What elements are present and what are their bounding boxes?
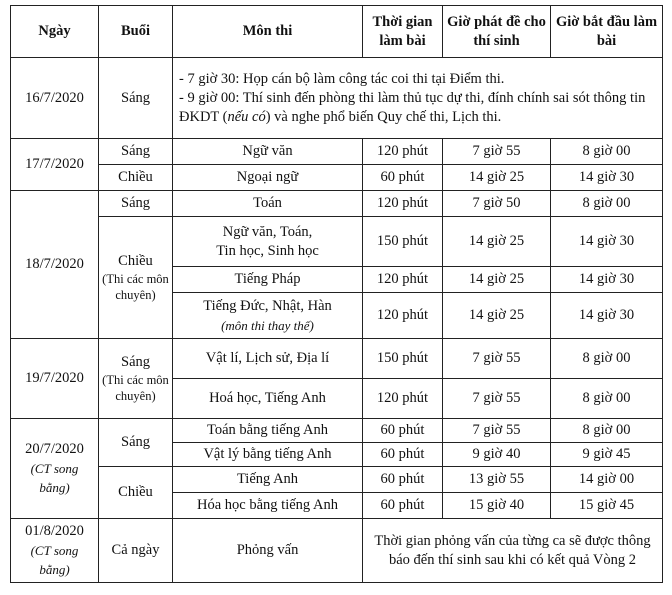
duration-cell: 120 phút [363, 191, 443, 217]
session-cell: Chiều (Thi các môn chuyên) [99, 217, 173, 339]
paper-time-cell: 7 giờ 55 [443, 339, 551, 379]
duration-cell: 60 phút [363, 443, 443, 467]
header-duration: Thời gian làm bài [363, 6, 443, 58]
subject-cell: Ngoại ngữ [173, 165, 363, 191]
date-note: (CT song bằng) [30, 461, 79, 495]
session-note: (Thi các môn chuyên) [102, 272, 169, 302]
header-subject: Môn thi [173, 6, 363, 58]
paper-time-cell: 14 giờ 25 [443, 165, 551, 191]
date-cell: 18/7/2020 [11, 191, 99, 339]
paper-time-cell: 13 giờ 55 [443, 467, 551, 493]
start-time-cell: 15 giờ 45 [551, 493, 663, 519]
table-row [11, 139, 663, 165]
subject-cell: Vật lí, Lịch sử, Địa lí [173, 339, 363, 379]
duration-cell: 120 phút [363, 293, 443, 339]
subject-cell: Tiếng Đức, Nhật, Hàn (môn thi thay thế) [173, 293, 363, 339]
duration-cell: 120 phút [363, 379, 443, 419]
header-paper-time: Giờ phát đề cho thí sinh [443, 6, 551, 58]
start-time-cell: 14 giờ 00 [551, 467, 663, 493]
session-cell: Chiều [99, 165, 173, 191]
session-note: (Thi các môn chuyên) [102, 373, 169, 403]
subject-cell: Vật lý bằng tiếng Anh [173, 443, 363, 467]
session-cell: Chiều [99, 467, 173, 519]
header-start-time: Giờ bắt đầu làm bài [551, 6, 663, 58]
start-time-cell: 8 giờ 00 [551, 139, 663, 165]
date-cell: 20/7/2020 (CT song bằng) [11, 419, 99, 519]
duration-cell: 150 phút [363, 339, 443, 379]
subject-cell: Tiếng Anh [173, 467, 363, 493]
duration-cell: 60 phút [363, 467, 443, 493]
paper-time-cell: 7 giờ 55 [443, 139, 551, 165]
paper-time-cell: 9 giờ 40 [443, 443, 551, 467]
subject-cell: Toán bằng tiếng Anh [173, 419, 363, 443]
session-cell: Sáng [99, 191, 173, 217]
duration-cell: 60 phút [363, 165, 443, 191]
start-time-cell: 14 giờ 30 [551, 267, 663, 293]
paper-time-cell: 14 giờ 25 [443, 217, 551, 267]
duration-cell: 150 phút [363, 217, 443, 267]
session-cell: Sáng [99, 58, 173, 139]
table-row [11, 519, 663, 583]
subject-cell: Ngữ văn [173, 139, 363, 165]
date-cell: 01/8/2020 (CT song bằng) [11, 519, 99, 583]
start-time-cell: 14 giờ 30 [551, 217, 663, 267]
session-cell: Cả ngày [99, 519, 173, 583]
paper-time-cell: 7 giờ 55 [443, 379, 551, 419]
subject-note: (môn thi thay thế) [221, 317, 314, 333]
table-row [11, 191, 663, 217]
table-row [11, 217, 663, 267]
subject-cell: Phỏng vấn [173, 519, 363, 583]
date-cell: 17/7/2020 [11, 139, 99, 191]
subject-cell: Hóa học bằng tiếng Anh [173, 493, 363, 519]
session-cell: Sáng [99, 419, 173, 467]
procedure-line-2: - 9 giờ 00: Thí sinh đến phòng thi làm thủ tục dự thi, đính chính sai sót thông tin ĐKDT (nếu có) và nghe phổ biến Quy chế thi, Lịch thi. [179, 89, 646, 125]
start-time-cell: 14 giờ 30 [551, 293, 663, 339]
duration-cell: 60 phút [363, 493, 443, 519]
table-row [11, 467, 663, 493]
paper-time-cell: 15 giờ 40 [443, 493, 551, 519]
start-time-cell: 8 giờ 00 [551, 419, 663, 443]
subject-cell: Toán [173, 191, 363, 217]
duration-cell: 120 phút [363, 139, 443, 165]
start-time-cell: 9 giờ 45 [551, 443, 663, 467]
schedule-document [10, 5, 663, 583]
header-date: Ngày [11, 6, 99, 58]
table-row [11, 58, 663, 139]
duration-cell: 120 phút [363, 267, 443, 293]
date-note: (CT song bằng) [30, 543, 79, 577]
header-session: Buổi [99, 6, 173, 58]
subject-cell: Ngữ văn, Toán, Tin học, Sinh học [173, 217, 363, 267]
start-time-cell: 8 giờ 00 [551, 339, 663, 379]
subject-cell: Hoá học, Tiếng Anh [173, 379, 363, 419]
date-cell: 16/7/2020 [11, 58, 99, 139]
procedure-cell [173, 58, 663, 139]
table-row [11, 165, 663, 191]
interview-note-cell: Thời gian phỏng vấn của từng ca sẽ được thông báo đến thí sinh sau khi có kết quả Vòng 2 [363, 519, 663, 583]
paper-time-cell: 7 giờ 50 [443, 191, 551, 217]
header-row [11, 6, 663, 58]
paper-time-cell: 14 giờ 25 [443, 293, 551, 339]
start-time-cell: 8 giờ 00 [551, 379, 663, 419]
session-cell: Sáng [99, 139, 173, 165]
table-row [11, 419, 663, 443]
table-row [11, 339, 663, 379]
duration-cell: 60 phút [363, 419, 443, 443]
start-time-cell: 8 giờ 00 [551, 191, 663, 217]
subject-cell: Tiếng Pháp [173, 267, 363, 293]
procedure-line-1: - 7 giờ 30: Họp cán bộ làm công tác coi thi tại Điểm thi. [179, 70, 505, 87]
exam-schedule-table [10, 5, 663, 583]
date-cell: 19/7/2020 [11, 339, 99, 419]
paper-time-cell: 14 giờ 25 [443, 267, 551, 293]
paper-time-cell: 7 giờ 55 [443, 419, 551, 443]
session-cell: Sáng (Thi các môn chuyên) [99, 339, 173, 419]
start-time-cell: 14 giờ 30 [551, 165, 663, 191]
